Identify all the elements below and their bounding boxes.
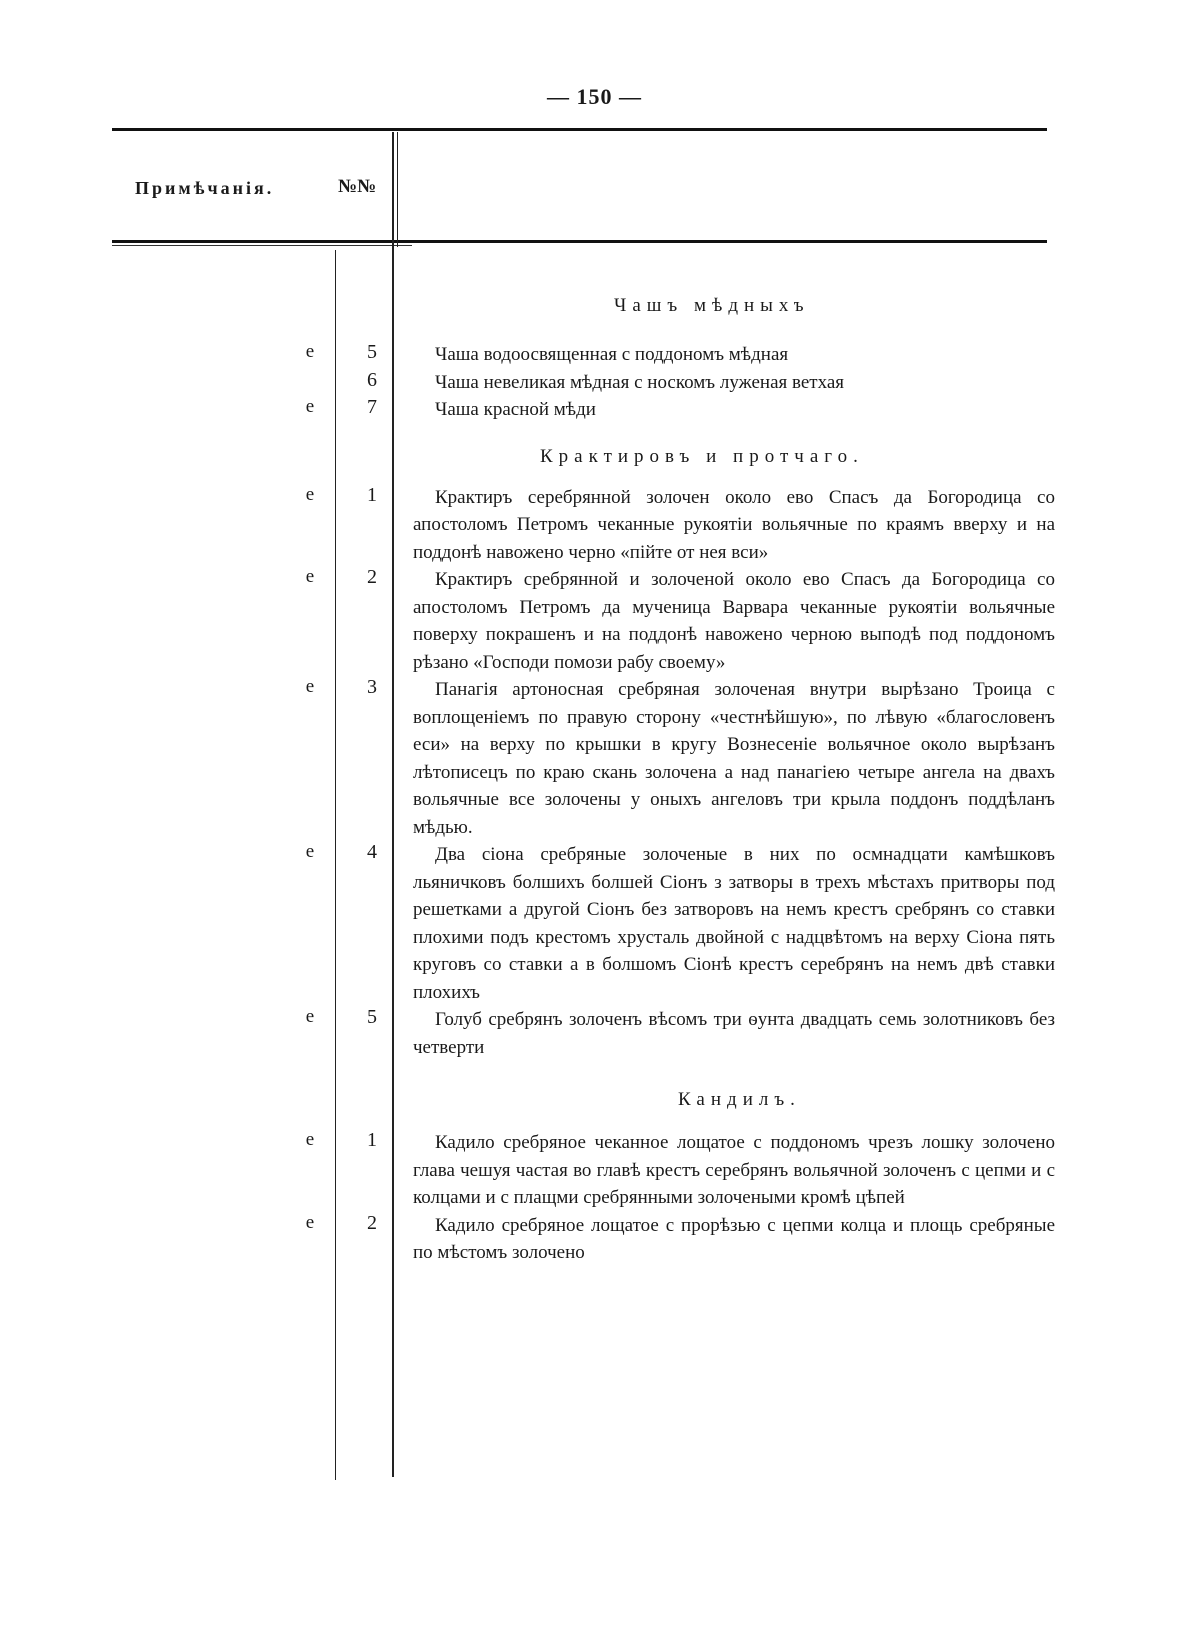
entry-number: 3 [367,676,377,698]
list-item [0,841,1189,1006]
entry-text: Два сіона сребряные золоченые в них по осмнадцати камѣшковъ льяничковъ болшихъ болшей Сіонъ з затворы в трехъ мѣстахъ притворы под решетками а другой Сіонъ без затворовъ на немъ крестъ сребрянъ со ставки плохими подъ крестомъ хрусталь двойной с надцвѣтомъ на верху Сіона пять круговъ со ставки а в болшомъ Сіонѣ крестъ серебрянъ на немъ двѣ ставки плохихъ [413,844,1055,1003]
section [0,1089,1189,1267]
entry-note: е [305,1129,315,1150]
entry-number: 7 [367,396,377,418]
entry-number: 1 [367,1129,377,1151]
entry-text: Голуб сребрянъ золоченъ вѣсомъ три ѳунта двадцать семь золотниковъ без четверти [413,1009,1055,1058]
list-item [0,676,1189,841]
entry-number: 2 [367,566,377,588]
header-bottom-rule-thin [112,245,412,246]
entry-text: Чаша невеликая мѣдная с носкомъ луженая ветхая [435,371,845,393]
inventory-table [0,295,1189,1267]
entry-note: е [305,483,315,505]
entry-text: Крактиръ сребрянной и золоченой около ево Спасъ да Богородица со апостоломъ Петромъ да мученица Варвара чеканные рукоятіи вольячные поверху покрашенъ и на поддонѣ навожено черною выподѣ под поддономъ рѣзано «Господи помози рабу своему» [413,569,1055,673]
entry-number: 1 [367,483,377,506]
list-item [0,566,1189,676]
number-column-header: №№ [338,176,377,197]
entry-number: 5 [367,341,377,363]
section-title: Крактировъ и протчаго. [540,445,864,467]
entry-number: 4 [367,841,377,863]
entry-number: 2 [367,1211,377,1234]
entry-note: е [305,396,315,417]
header-top-rule [112,128,1047,131]
entry-text: Панагія артоносная сребряная золоченая внутри вырѣзано Троица с воплощеніемъ по правую сторону «честнѣйшую», по лѣвую «благословенъ еси» на верху по крышки в кругу Вознесеніе вольячное около вырѣзанъ лѣтописецъ по краю скань золочена а над панагіею четыре ангела на двахъ вольячные все золочены у оныхъ ангеловъ три крыла поддонъ поддѣланъ мѣдью. [413,679,1055,838]
list-item [0,369,1189,397]
section [0,295,1189,424]
entry-note: е [305,566,315,587]
entry-note: е [305,1211,315,1233]
list-item [0,1129,1189,1212]
entry-text: Чаша красной мѣди [435,399,596,420]
list-item [0,1006,1189,1061]
entry-text: Крактиръ серебрянной золочен около ево Спасъ да Богородица со апостоломъ Петромъ чеканные рукоятіи вольячные по краямъ вверху и на поддонѣ навожено черно «пійте от нея вси» [413,486,1055,563]
entry-number: 5 [367,1006,377,1028]
entry-note: е [305,841,315,862]
page-number: — 150 — [547,84,642,109]
list-item [0,484,1189,567]
list-item [0,341,1189,369]
list-item [0,396,1189,424]
entry-text: Кадило сребряное лощатое с прорѣзью с цепми колца и площь сребряные по мѣстомъ золочено [413,1214,1055,1263]
entry-note: е [305,676,315,697]
number-column-divider-double [397,132,398,247]
section-title: Чашъ мѣдныхъ [614,295,810,316]
entry-note: е [305,341,315,362]
entry-text: Кадило сребряное чеканное лощатое с поддономъ чрезъ лошку золочено глава чешуя частая во главѣ крестъ серебрянъ вольячной золоченъ с цепми и с колцами и с плащми сребрянными золочеными кромѣ цѣпей [413,1132,1055,1208]
entry-text: Чаша водоосвященная с поддономъ мѣдная [435,344,789,365]
entry-number: 6 [367,368,377,391]
list-item [0,1212,1189,1267]
notes-column-header: Примѣчанія. [135,178,275,198]
section-title: Кандилъ. [678,1089,801,1110]
header-bottom-rule [112,240,1047,243]
section [0,446,1189,1062]
entry-note: е [305,1006,315,1027]
